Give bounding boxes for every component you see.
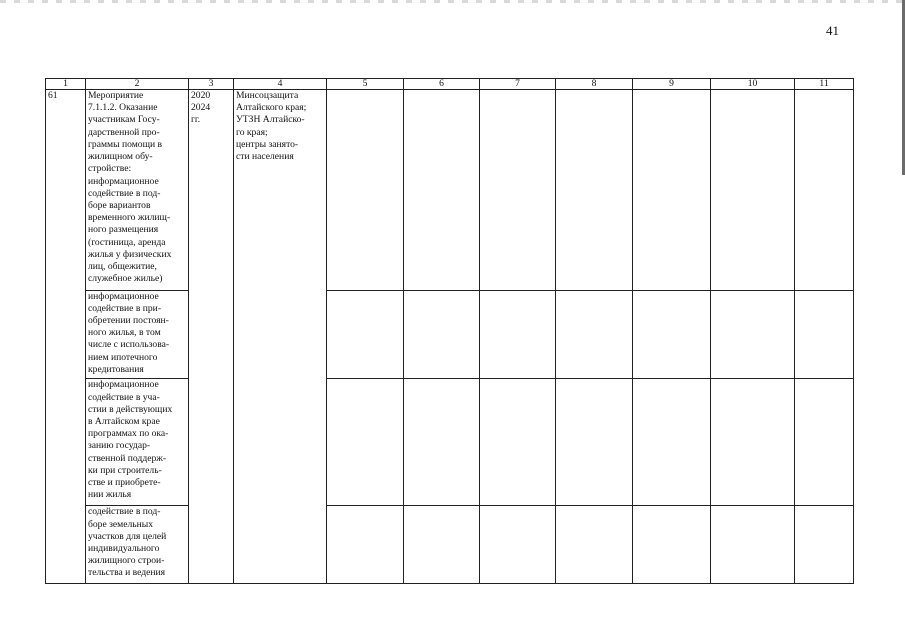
activity-cell: Мероприятие 7.1.1.2. Оказание участникам Госу- дарственной про- граммы помощи в жилищном обу- стройстве: информационное содействие в под- боре вариантов временного жилищ- ного размещения (гостиница, аренда жилья у физических лиц, общежитие, служебное жилье) (86, 90, 189, 291)
activity-cell: информационное содействие в при- обретении постоян- ного жилья, в том числе с использова- нием ипотечного кредитования (86, 290, 189, 379)
column-header: 8 (556, 79, 633, 90)
column-header: 7 (480, 79, 556, 90)
table-header-row (46, 79, 854, 90)
table-row (46, 379, 854, 506)
empty-cell (795, 379, 854, 506)
executors-cell: Минсоцзащита Алтайского края; УТЗН Алтайско- го края; центры занято- сти населения (234, 90, 327, 584)
column-header: 1 (46, 79, 86, 90)
years-cell: 2020 2024 гг. (189, 90, 234, 584)
empty-cell (404, 290, 480, 379)
empty-cell (711, 290, 795, 379)
empty-cell (480, 506, 556, 584)
empty-cell (556, 379, 633, 506)
empty-cell (556, 90, 633, 291)
empty-cell (795, 506, 854, 584)
column-header: 4 (234, 79, 327, 90)
empty-cell (795, 90, 854, 291)
column-header: 6 (404, 79, 480, 90)
empty-cell (633, 290, 711, 379)
empty-cell (327, 290, 404, 379)
column-header: 11 (795, 79, 854, 90)
empty-cell (480, 379, 556, 506)
empty-cell (633, 506, 711, 584)
empty-cell (711, 506, 795, 584)
empty-cell (327, 90, 404, 291)
scan-edge-mark (0, 0, 905, 3)
empty-cell (633, 379, 711, 506)
empty-cell (795, 290, 854, 379)
table-row (46, 90, 854, 291)
empty-cell (711, 90, 795, 291)
empty-cell (327, 379, 404, 506)
row-number: 61 (46, 90, 86, 584)
activities-table (45, 78, 854, 584)
column-header: 5 (327, 79, 404, 90)
empty-cell (556, 506, 633, 584)
empty-cell (633, 90, 711, 291)
column-header: 10 (711, 79, 795, 90)
page-number: 41 (826, 23, 839, 38)
column-header: 2 (86, 79, 189, 90)
empty-cell (327, 506, 404, 584)
empty-cell (404, 506, 480, 584)
column-header: 9 (633, 79, 711, 90)
empty-cell (556, 290, 633, 379)
empty-cell (404, 379, 480, 506)
empty-cell (480, 90, 556, 291)
table-row (46, 290, 854, 379)
empty-cell (480, 290, 556, 379)
column-header: 3 (189, 79, 234, 90)
table-row (46, 506, 854, 584)
empty-cell (711, 379, 795, 506)
activity-cell: информационное содействие в уча- стии в действующих в Алтайском крае программах по ока- занию государ- ственной поддерж- ки при строитель- стве и приобрете- нии жилья (86, 379, 189, 506)
activity-cell: содействие в под- боре земельных участков для целей индивидуального жилищного строи- тельства и ведения (86, 506, 189, 584)
empty-cell (404, 90, 480, 291)
